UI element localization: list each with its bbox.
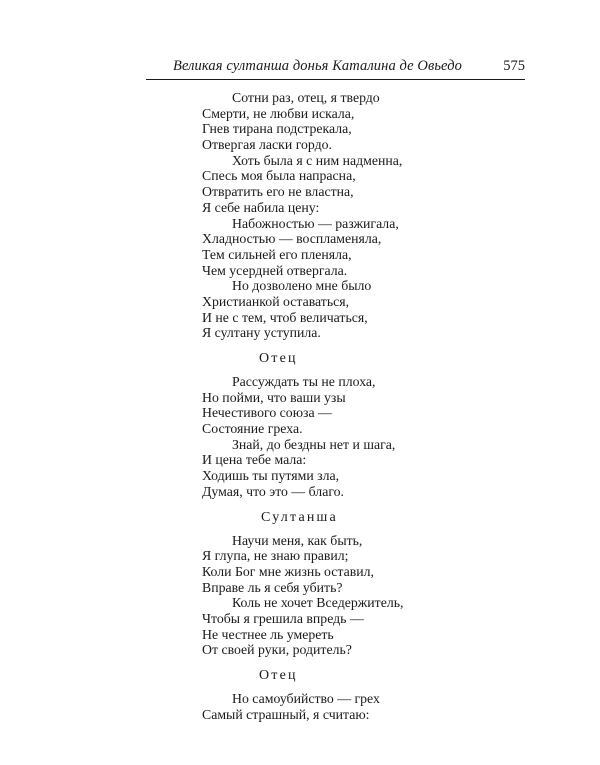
verse-line: Научи меня, как быть, (232, 532, 363, 548)
verse-line: Знай, до бездны нет и шага, (232, 436, 396, 452)
verse-line: Христианкой оставаться, (202, 293, 350, 309)
verse-line: Состояние греха. (202, 421, 303, 437)
verse-line: Коли Бог мне жизнь оставил, (202, 563, 374, 579)
verse-line: Отвратить его не властна, (202, 184, 354, 200)
verse-line: Рассуждать ты не плоха, (232, 374, 376, 389)
speaker-name: Султанша (261, 509, 338, 525)
verse-line: И цена тебе мала: (202, 452, 307, 468)
verse-line: Тем сильней его пленяла, (202, 246, 352, 262)
running-head (173, 58, 525, 80)
verse-line: Не честнее ль умереть (202, 626, 334, 642)
header-rule (146, 79, 525, 80)
running-title: Великая султанша донья Каталина де Овьедо (173, 58, 463, 74)
verse-block (202, 90, 442, 722)
speaker-name: Отец (259, 668, 298, 683)
verse-line: Вправе ль я себя убить? (202, 579, 343, 595)
verse-line: Я себе набила цену: (202, 199, 320, 215)
speaker-name: Отец (259, 351, 298, 366)
verse-line: Ходишь ты путями зла, (202, 468, 340, 484)
verse-line: И не с тем, чтоб величаться, (202, 309, 368, 325)
verse-line: Но пойми, что ваши узы (202, 389, 346, 405)
verse-line: Я султану уступила. (202, 325, 321, 341)
verse-line: Я глупа, не знаю правил; (202, 548, 349, 564)
page-number: 575 (503, 58, 525, 74)
verse-line: Смерти, не любви искала, (202, 105, 355, 121)
verse-line: Набожностью — разжигала, (232, 215, 399, 231)
verse-line: Чем усердней отвергала. (202, 262, 348, 278)
verse-line: Гнев тирана подстрекала, (202, 121, 352, 137)
verse-line: Отвергая ласки гордо. (202, 137, 332, 153)
verse-line: Сотни раз, отец, я твердо (232, 90, 380, 105)
verse-line: Хоть была я с ним надменна, (232, 152, 403, 168)
verse-line: Нечестивого союза — (202, 405, 332, 421)
verse-line: Спесь моя была напрасна, (202, 168, 356, 184)
verse-line: Но дозволено мне было (232, 278, 372, 294)
verse-line: Чтобы я грешила впредь — (202, 610, 364, 626)
verse-line: Но самоубийство — грех (232, 691, 380, 706)
verse-line: От своей руки, родитель? (202, 642, 352, 658)
verse-line: Думая, что это — благо. (202, 483, 344, 499)
verse-line: Коль не хочет Вседержитель, (232, 595, 404, 611)
verse-line: Хладностью — воспламеняла, (202, 231, 382, 247)
verse-line: Самый страшный, я считаю: (202, 706, 370, 722)
